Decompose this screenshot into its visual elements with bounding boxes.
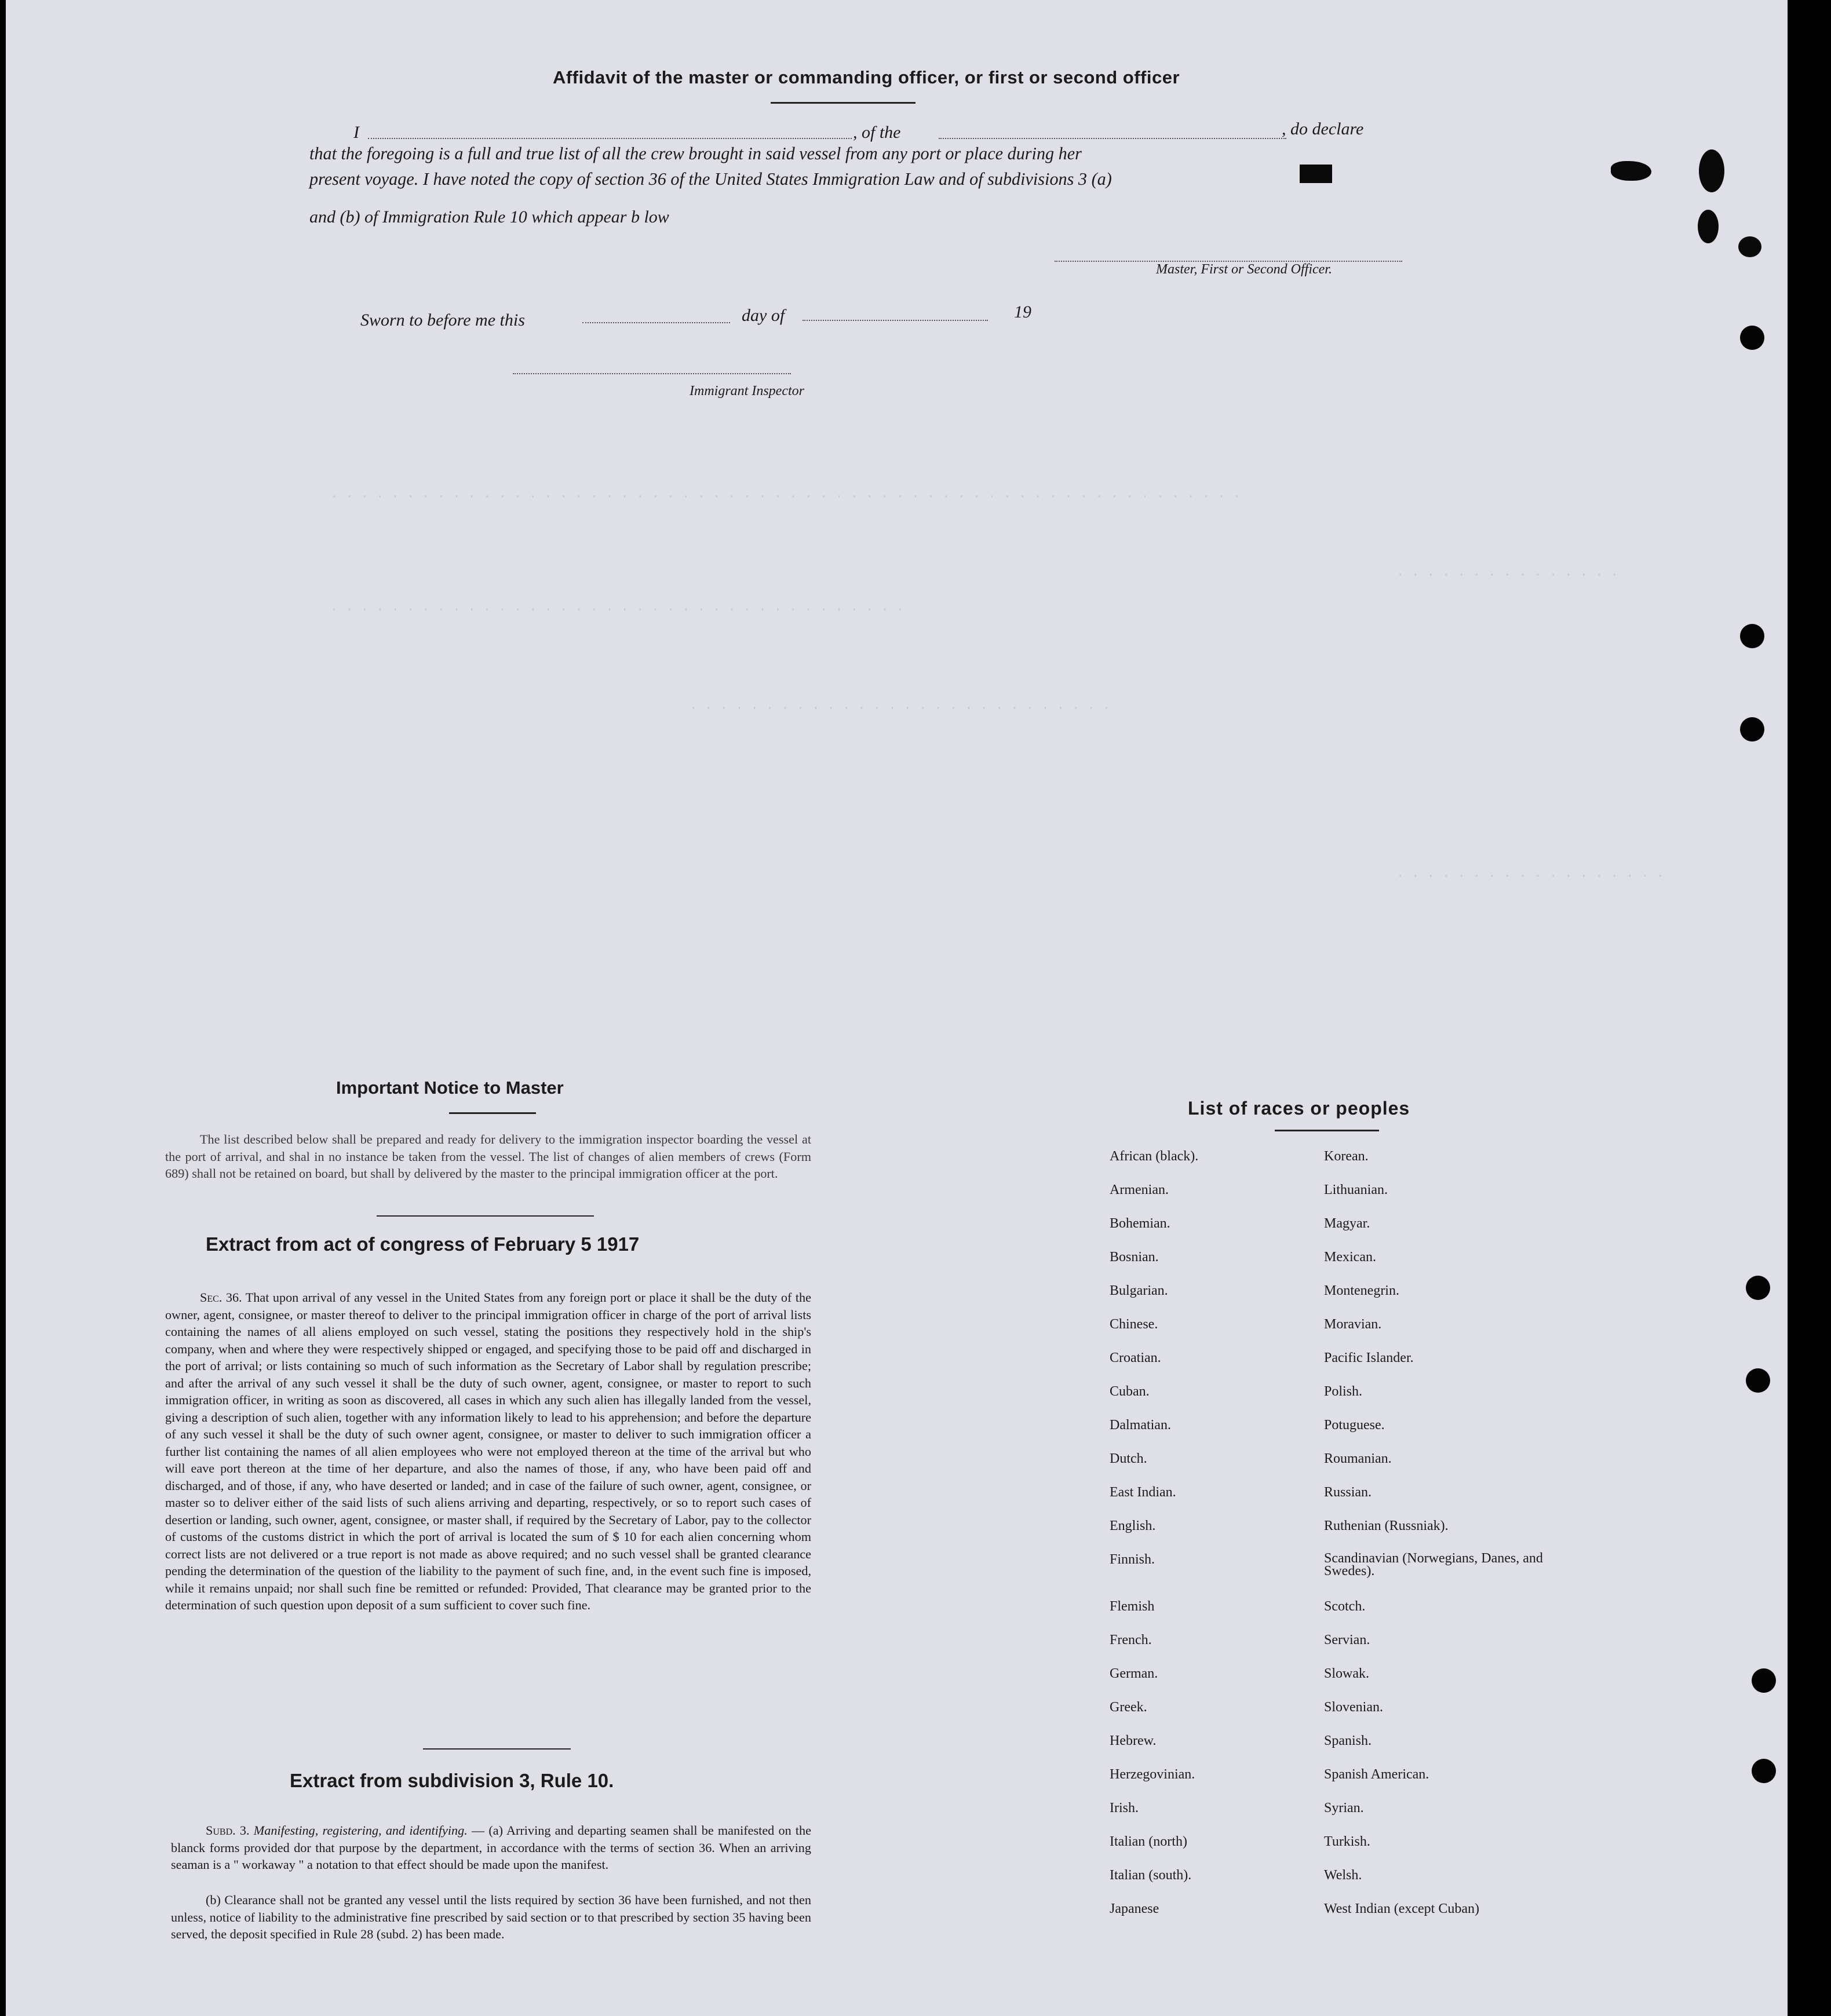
race-item: Mexican. — [1324, 1250, 1376, 1265]
punch-hole — [1740, 624, 1764, 648]
race-item: Dalmatian. — [1110, 1418, 1171, 1433]
race-item: Spanish. — [1324, 1733, 1372, 1748]
inspector-signature-blank — [513, 373, 791, 374]
master-label: Master, First or Second Officer. — [1156, 262, 1332, 277]
edge-mark — [1699, 149, 1724, 192]
race-item: Korean. — [1324, 1149, 1369, 1164]
race-item: Cuban. — [1110, 1384, 1150, 1399]
year-prefix: 19 — [1014, 302, 1031, 322]
race-item: Welsh. — [1324, 1868, 1362, 1883]
affidavit-line-2: that the foregoing is a full and true list of all the crew brought in said vessel from any port or place during her — [309, 144, 1082, 163]
punch-hole — [1752, 1668, 1776, 1693]
race-item: Hebrew. — [1110, 1733, 1157, 1748]
race-item: Croatian. — [1110, 1350, 1161, 1365]
separator-2 — [423, 1748, 571, 1750]
race-item: Montenegrin. — [1324, 1283, 1399, 1298]
act-sec-label: Sec. 36. — [200, 1290, 242, 1305]
rule-text-a — [171, 1822, 811, 1873]
race-item: Dutch. — [1110, 1451, 1147, 1466]
race-item: Spanish American. — [1324, 1767, 1429, 1782]
ink-blot — [1300, 165, 1332, 183]
affidavit-i: I — [353, 123, 359, 142]
subd-label: Subd. 3. — [206, 1823, 250, 1838]
race-item: Italian (south). — [1110, 1868, 1192, 1883]
race-item: Slovenian. — [1324, 1700, 1383, 1715]
notice-underline — [449, 1112, 536, 1114]
affidavit-of-the: , of the — [853, 123, 901, 142]
inspector-label: Immigrant Inspector — [690, 384, 804, 399]
punch-hole — [1740, 717, 1764, 742]
day-blank — [582, 322, 730, 323]
races-left-column — [1110, 1149, 1198, 1935]
race-item: Pacific Islander. — [1324, 1350, 1414, 1365]
month-blank — [803, 320, 988, 321]
race-item: Potuguese. — [1324, 1418, 1385, 1433]
race-item: East Indian. — [1110, 1485, 1176, 1500]
race-item: Herzegovinian. — [1110, 1767, 1195, 1782]
race-item: Chinese. — [1110, 1317, 1158, 1332]
race-item: Scandinavian (Norwegians, Danes, and Swedes). — [1324, 1551, 1543, 1579]
name-blank — [368, 138, 852, 139]
race-item: African (black). — [1110, 1149, 1199, 1164]
subd-heading: Manifesting, registering, and identifying. — [253, 1823, 468, 1838]
act-title: Extract from act of congress of February 5 1917 — [206, 1233, 640, 1255]
race-item: Roumanian. — [1324, 1451, 1392, 1466]
subd-body-a: — (a) Arriving and departing seamen shall be manifested on the blanck forms provided dor that purpose by the department, in accordance with the terms of section 36. When an arriving seaman is a " workaway " a notation to that effect should be made upon the manifest. — [171, 1823, 811, 1872]
affidavit-title: Affidavit of the master or commanding officer, or first or second officer — [552, 67, 1180, 87]
punch-hole — [1746, 1276, 1770, 1300]
notice-text: The list described below shall be prepared and ready for delivery to the immigration inspector boarding the vessel at the port of arrival, and shal in no instance be taken from the vessel. The list of changes of alien members of crews (Form 689) shall not be retained on board, but shall by delivered by the master to the principal immigration officer at the port. — [165, 1132, 811, 1181]
race-item: English. — [1110, 1518, 1156, 1533]
edge-mark — [1611, 161, 1651, 181]
race-item: Irish. — [1110, 1800, 1139, 1816]
vessel-blank — [939, 138, 1286, 139]
race-item: Slowak. — [1324, 1666, 1369, 1681]
rule-text-b: (b) Clearance shall not be granted any vessel until the lists required by section 36 have been furnished, and not then unless, notice of liability to the administrative fine prescribed by said section or to that prescribed by section 35 having been served, the deposit specified in Rule 28 (subd. 2) has been made. — [171, 1893, 811, 1941]
form-page: · · · · · · · · · · · · · · · · · · · · · · · · · · · · · · · · · · · · · · · · · · · · · · · · · · · · · · · · · · · · · · · · · · · · · · · · · · · · · · · · · · · · · · · · · · · · · · · · · · · · · · · · · · · · · · · · · · · · · · · · · · · · · · · · · · · · · · · · · · · · · · · · · · · · · · · · · · · · · · · Affidavit of the master or commanding officer, or first or second officer I , of the , do declare that the foregoing is a full and true list of all the crew brought in said vessel from any port or place during her present voyage. I have noted the copy of section 36 of the United States Immigration Law and of subdivisions 3 (a) and (b) of Immigration Rule 10 which appear b low Master, First or Second Officer. Sworn to before me this day of 19 Immigrant Inspector Important Notice to Master The list described below shall be prepared and ready for delivery to the immigration inspector boarding the vessel at the port of arrival, and shal in no instance be taken from the vessel. The list of changes of alien members of crews (Form 689) shall not be retained on board, but shall by delivered by the master to the principal immigration officer at the port. Extract from act of congress of February 5 1917 Sec. 36. That upon arrival of any vessel in the United States from any foreign port or place it shall be the duty of the owner, agent, consignee, or master thereof to deliver to the principal immigration officer in charge of the port of arrival lists containing the names of all aliens employed on such vessel, stating the positions they respectively hold in the ship's company, when and where they were respectively shipped or engaged, and specifying those to be paid off and discharged in the port of arrival; or lists containing so much of such information as the Secretary of Labor shall by regulation prescribe; and after the arrival of any such vessel it shall be the duty of such owner, agent, consignee, or master to report to such immigration officer, in writing as soon as discovered, all cases in which any such alien has illegally landed from the vessel, giving a description of such alien, together with any information likely to lead to his apprehension; and before the departure of any such vessel it shall be the duty of such owner agent, consignee, or master to deliver to such immigration officer a further list containing the names of all alien employees who were not employed thereon at the time of the arrival but who will eave port thereon at the time of her departure, and also the names of those, if any, who have been paid off and discharged, and of those, if any, who have deserted or landed; and in case of the failure of such owner, agent, consignee, or master so to deliver either of the said lists of such aliens arriving and departing, respectively, or so to report such cases of desertion or landing, such owner, agent, consignee, or master shall, if required by the Secretary of Labor, pay to the collector of customs of the customs district in which the port of arrival is located the sum of $ 10 for each alien concerning whom correct lists are not delivered or a true report is not made as above required; and no such vessel shall be granted clearance pending the determination of the question of the liability to the payment of such fine, and, in the event such fine is imposed, while it remains unpaid; nor shall such fine be remitted or refunded: Provided, That clearance may be granted prior to the determination of such question upon deposit of a sum sufficient to cover such fine. Extract from subdivision 3, Rule 10. Subd. 3. Manifesting, registering, and identifying. — (a) Arriving and departing seamen shall be manifested on the blanck forms provided dor that purpose by the department, in accordance with the terms of section 36. When an arriving seaman is a " workaway " a notation to that effect should be made upon the manifest. (b) Clearance shall not be granted any vessel until the lists required by section 36 have been furnished, and not then unless, notice of liability to the administrative fine prescribed by said section or to that prescribed by section 35 having been served, the deposit specified in Rule 28 (subd. 2) has been made. List of races or peoples African (black). Armenian. Bohemian. Bosnian. Bulgarian. Chinese. Croatian. Cuban. Dalmatian. Dutch. East Indian. English. Finnish. Flemish French. German. Greek. Hebrew. Herzegovinian. Irish. Italian (north) Italian (south). Japanese Korean. Lithuanian. Magyar. Mexican. Montenegrin. Moravian. Pacific Islander. Polish. Potuguese. Roumanian. Russian. Ruthenian (Russniak). Scandinavian (Norwegians, Danes, and Swedes). Scotch. Servian. Slowak. Slovenian. Spanish. Spanish American. Syrian. Turkish. Welsh. West Indian (except Cuban) — [6, 0, 1788, 2016]
race-item: Moravian. — [1324, 1317, 1382, 1332]
act-text — [165, 1289, 811, 1614]
races-title: List of races or peoples — [1188, 1098, 1410, 1119]
notice-title: Important Notice to Master — [336, 1078, 564, 1098]
race-item: German. — [1110, 1666, 1158, 1681]
race-item: Lithuanian. — [1324, 1182, 1388, 1197]
punch-hole — [1746, 1368, 1770, 1393]
race-item: Scotch. — [1324, 1599, 1366, 1614]
race-item: Bulgarian. — [1110, 1283, 1168, 1298]
races-right-column — [1324, 1149, 1544, 1935]
day-of-label: day of — [742, 306, 785, 325]
race-item: Armenian. — [1110, 1182, 1169, 1197]
race-item: Turkish. — [1324, 1834, 1370, 1849]
affidavit-do-declare: , do declare — [1282, 119, 1364, 138]
race-item: Greek. — [1110, 1700, 1147, 1715]
race-item: Syrian. — [1324, 1800, 1364, 1816]
race-item: Finnish. — [1110, 1552, 1155, 1567]
title-underline — [771, 102, 916, 104]
edge-mark — [1698, 210, 1719, 243]
rule-title: Extract from subdivision 3, Rule 10. — [290, 1770, 614, 1791]
race-item: Magyar. — [1324, 1216, 1370, 1231]
races-underline — [1275, 1130, 1379, 1131]
race-item: Flemish — [1110, 1599, 1155, 1614]
race-item: Ruthenian (Russniak). — [1324, 1518, 1449, 1533]
race-item: Bosnian. — [1110, 1250, 1159, 1265]
affidavit-line-4: and (b) of Immigration Rule 10 which appear b low — [309, 207, 669, 227]
race-item: Japanese — [1110, 1901, 1159, 1916]
race-item: Italian (north) — [1110, 1834, 1187, 1849]
punch-hole — [1752, 1759, 1776, 1783]
race-item: Russian. — [1324, 1485, 1372, 1500]
race-item: Polish. — [1324, 1384, 1363, 1399]
race-item: Bohemian. — [1110, 1216, 1170, 1231]
punch-hole — [1740, 326, 1764, 350]
sworn-label: Sworn to before me this — [360, 311, 525, 330]
race-item: West Indian (except Cuban) — [1324, 1901, 1479, 1916]
edge-mark — [1738, 236, 1761, 257]
race-item: French. — [1110, 1632, 1152, 1648]
separator-1 — [377, 1215, 594, 1217]
act-body: That upon arrival of any vessel in the United States from any foreign port or place it shall be the duty of the owner, agent, consignee, or master thereof to deliver to the principal immigration officer in charge of the port of arrival lists containing the names of all aliens employed on such vessel, stating the positions they respectively hold in the ship's company, when and where they were respectively shipped or engaged, and specifying those to be paid off and discharged in the port of arrival; or lists containing so much of such information as the Secretary of Labor shall by regulation prescribe; and after the arrival of any such vessel it shall be the duty of such owner, agent, consignee, or master to report to such immigration officer, in writing as soon as discovered, all cases in which any such alien has illegally landed from the vessel, giving a description of such alien, together with any information likely to lead to his apprehension; and before the departure of any such vessel it shall be the duty of such owner agent, consignee, or master to deliver to such immigration officer a further list containing the names of all alien employees who were not employed thereon at the time of the arrival but who will eave port thereon at the time of her departure, and also the names of those, if any, who have been paid off and discharged, and of those, if any, who have deserted or landed; and in case of the failure of such owner, agent, consignee, or master so to deliver either of the said lists of such aliens arriving and departing, respectively, or so to report such cases of desertion or landing, such owner, agent, consignee, or master shall, if required by the Secretary of Labor, pay to the collector of customs of the customs district in which the port of arrival is located the sum of $ 10 for each alien concerning whom correct lists are not delivered or a true report is not made as above required; and no such vessel shall be granted clearance pending the determination of the question of the liability to the payment of such fine, and, in the event such fine is imposed, while it remains unpaid; nor shall such fine be remitted or refunded: Provided, That clearance may be granted prior to the determination of such question upon deposit of a sum sufficient to cover such fine. — [165, 1290, 812, 1612]
race-item: Servian. — [1324, 1632, 1370, 1648]
affidavit-line-3: present voyage. I have noted the copy of section 36 of the United States Immigration Law and of subdivisions 3 (a) — [309, 169, 1112, 189]
